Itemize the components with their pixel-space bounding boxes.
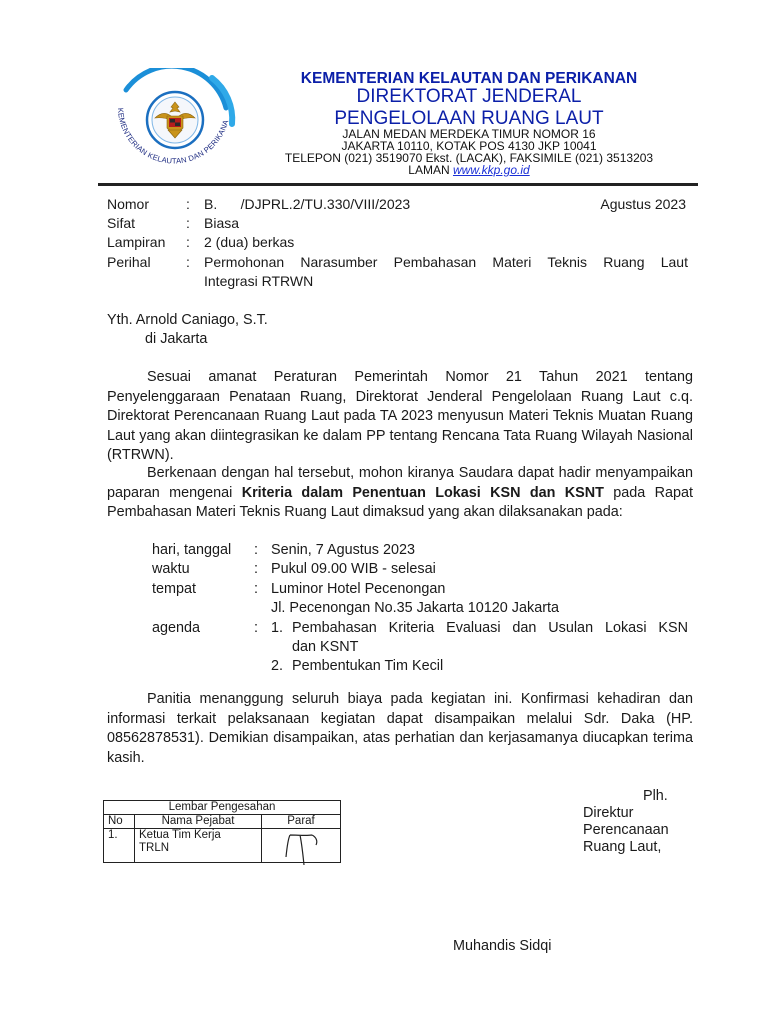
signature-title	[583, 805, 669, 856]
body-paragraph-3: Panitia menanggung seluruh biaya pada kegiatan ini. Konfirmasi kehadiran dan informasi terkait pelaksanaan kegiatan dapat disampaikan melalui Sdr. Daka (HP. 08562878531). Demikian disampaikan, atas perhatian dan kerjasamanya diucapkan terima kasih.	[107, 691, 693, 766]
agenda-number-2: 2.	[271, 658, 284, 674]
body-paragraph-1: Sesuai amanat Peraturan Pemerintah Nomor 21 Tahun 2021 tentang Penyelenggaraan Penataan Ruang, Direktorat Jenderal Pengelolaan Ruang Laut c.q. Direktorat Perencanaan Ruang Laut pada TA 2023 menyusun Materi Teknis Muatan Ruang Laut yang akan diintegrasikan ke dalam PP tentang Rencana Tata Ruang Wilayah Nasional (RTRWN).	[107, 369, 693, 464]
para2-topic: Kriteria dalam Penentuan Lokasi KSN dan KSNT	[241, 484, 604, 501]
tempat-value-1: Luminor Hotel Pecenongan	[271, 581, 446, 597]
perihal-line1: Permohonan Narasumber Pembahasan Materi Teknis Ruang Laut	[204, 254, 688, 270]
signatory-name: Muhandis Sidqi	[453, 938, 552, 954]
perihal-label: Perihal	[107, 254, 151, 270]
row-number: 1.	[104, 829, 135, 863]
website-link[interactable]: www.kkp.go.id	[452, 163, 530, 177]
colon: :	[186, 254, 190, 270]
sifat-value: Biasa	[204, 215, 240, 231]
agenda-item-1-cont: dan KSNT	[292, 639, 359, 655]
web-label: LAMAN	[408, 163, 450, 177]
address-line1: JALAN MEDAN MERDEKA TIMUR NOMOR 16	[342, 127, 596, 141]
header-divider	[98, 183, 698, 186]
colon: :	[254, 542, 258, 558]
sifat-label: Sifat	[107, 215, 136, 231]
colon: :	[254, 561, 258, 577]
recipient-place: di Jakarta	[145, 331, 208, 347]
agenda-item-1: Pembahasan Kriteria Evaluasi dan Usulan Lokasi KSN	[292, 620, 688, 636]
official-unit: TRLN	[139, 842, 170, 854]
agenda-item-2: Pembentukan Tim Kecil	[292, 658, 444, 674]
signature-title-1: Direktur	[583, 805, 634, 821]
agenda-number-1: 1.	[271, 620, 284, 636]
perihal-line2: Integrasi RTRWN	[204, 273, 314, 289]
col-header-no: No	[104, 815, 135, 829]
signature-plh: Plh.	[643, 788, 668, 804]
approval-table-title: Lembar Pengesahan	[104, 801, 341, 815]
directorate-line1: DIREKTORAT JENDERAL	[356, 86, 582, 107]
approval-table	[103, 800, 341, 863]
letter-date: Agustus 2023	[600, 196, 686, 212]
row-official	[135, 829, 262, 863]
table-row	[104, 829, 341, 863]
paraf-cell	[262, 829, 341, 863]
nomor-value: B. /DJPRL.2/TU.330/VIII/2023	[204, 196, 411, 212]
address-line2: JAKARTA 10110, KOTAK POS 4130 JKP 10041	[341, 139, 597, 153]
web-line	[270, 164, 668, 177]
para2-intro: Berkenaan dengan hal tersebut, mohon kiranya Saudara dapat hadir menyampaikan paparan mengenai	[107, 465, 693, 501]
recipient-name: Yth. Arnold Caniago, S.T.	[107, 312, 268, 328]
waktu-value: Pukul 09.00 WIB - selesai	[271, 561, 436, 577]
official-title: Ketua Tim Kerja	[139, 829, 221, 841]
lampiran-label: Lampiran	[107, 234, 166, 250]
nomor-label: Nomor	[107, 196, 150, 212]
colon: :	[186, 215, 190, 231]
ministry-name: KEMENTERIAN KELAUTAN DAN PERIKANAN	[300, 70, 638, 87]
tempat-value-2: Jl. Pecenongan No.35 Jakarta 10120 Jakarta	[271, 600, 560, 616]
body-paragraph-2	[107, 464, 693, 523]
directorate-line2: PENGELOLAAN RUANG LAUT	[334, 108, 604, 129]
colon: :	[254, 620, 258, 636]
col-header-paraf: Paraf	[262, 815, 341, 829]
paraf-signature	[278, 827, 338, 867]
lampiran-value: 2 (dua) berkas	[204, 234, 295, 250]
waktu-label: waktu	[152, 561, 190, 577]
hari-value: Senin, 7 Agustus 2023	[271, 542, 416, 558]
tempat-label: tempat	[152, 581, 196, 597]
para2-outro: pada Rapat Pembahasan Materi Teknis Ruang Laut dimaksud yang akan dilaksanakan pada:	[107, 484, 693, 521]
signature-title-3: Ruang Laut,	[583, 839, 662, 855]
logo-ring-text: KEMENTERIAN KELAUTAN DAN PERIKANA	[115, 107, 231, 166]
colon: :	[186, 234, 190, 250]
phone-line: TELEPON (021) 3519070 Ekst. (LACAK), FAKSIMILE (021) 3513203	[284, 151, 654, 165]
colon: :	[254, 581, 258, 597]
agenda-label: agenda	[152, 620, 201, 636]
hari-label: hari, tanggal	[152, 542, 232, 558]
col-header-name: Nama Pejabat	[135, 815, 262, 829]
ministry-logo	[104, 68, 244, 178]
signature-title-2: Perencanaan	[583, 822, 669, 838]
colon: :	[186, 196, 190, 212]
table-row	[104, 801, 341, 815]
